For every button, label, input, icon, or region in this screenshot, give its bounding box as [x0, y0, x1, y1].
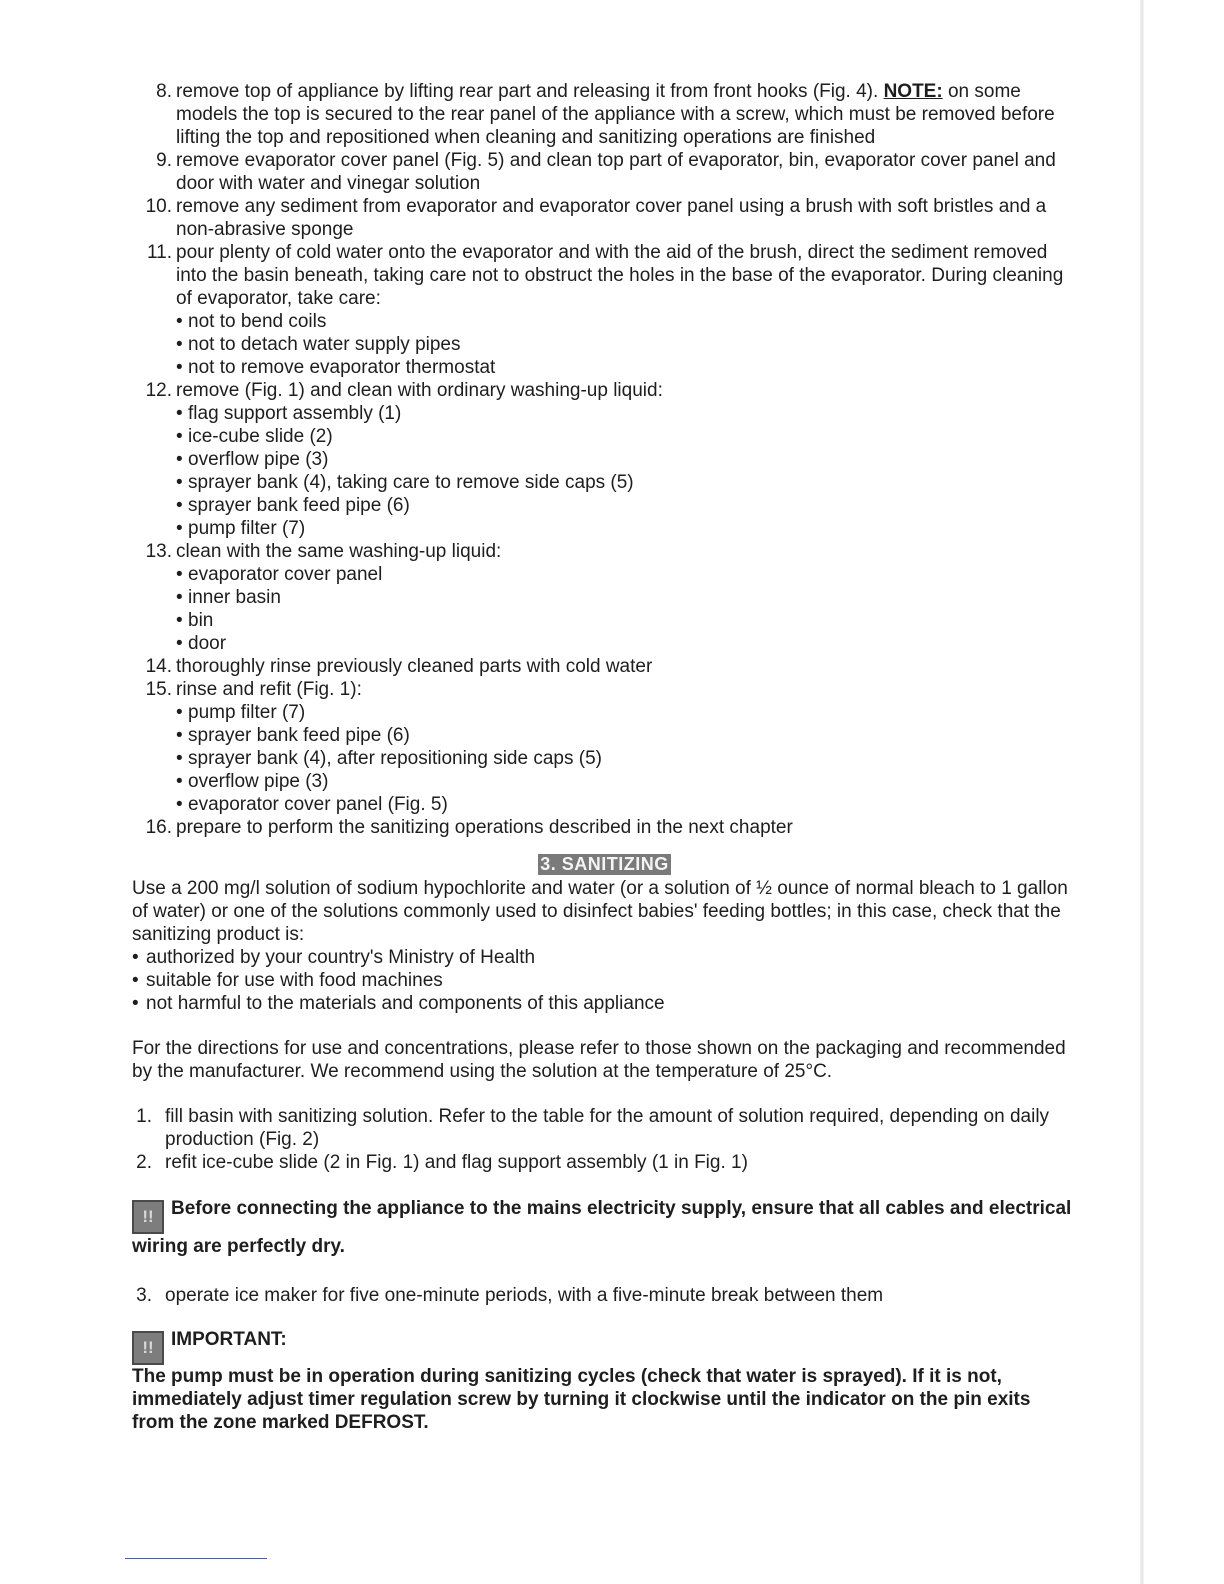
step-text: remove (Fig. 1) and clean with ordinary washing-up liquid: [176, 380, 663, 401]
step-number: 9. [156, 150, 172, 171]
list-item: • door [176, 632, 1077, 655]
step-12-bullets [132, 402, 1077, 540]
section-heading: 3. SANITIZING [540, 854, 669, 874]
step-text: remove evaporator cover panel (Fig. 5) and clean top part of evaporator, bin, evaporator cover panel and door with water and vinegar solution [176, 150, 1056, 194]
step-text: prepare to perform the sanitizing operations described in the next chapter [176, 817, 793, 838]
cleaning-step-8 [132, 80, 1077, 149]
product-requirements-list [132, 946, 1077, 1015]
step-number: 13. [145, 541, 172, 562]
cleaning-step-14 [132, 655, 1077, 678]
document-body [132, 80, 1077, 1434]
warning-text: Before connecting the appliance to the mains electricity supply, ensure that all cables and electrical wiring are perfectly dry. [132, 1198, 1072, 1257]
sanitizing-intro: Use a 200 mg/l solution of sodium hypochlorite and water (or a solution of ½ ounce of normal bleach to 1 gallon of water) or one of the solutions commonly used to disinfect babies' feeding bottles; in this case, check that the sanitizing product is: [132, 878, 1068, 945]
step-number: 10. [145, 196, 172, 217]
step-15-bullets [132, 701, 1077, 816]
list-item: • flag support assembly (1) [176, 402, 1077, 425]
cleaning-step-12 [132, 379, 1077, 402]
step-13-bullets [132, 563, 1077, 655]
sanitizing-step-1 [132, 1105, 1077, 1151]
list-item: • sprayer bank feed pipe (6) [176, 494, 1077, 517]
step-number: 1. [136, 1106, 152, 1127]
list-item: • sprayer bank (4), after repositioning side caps (5) [176, 747, 1077, 770]
step-number: 16. [145, 817, 172, 838]
step-11-bullets [132, 310, 1077, 379]
step-number: 14. [145, 656, 172, 677]
step-number: 3. [136, 1285, 152, 1306]
list-item: • suitable for use with food machines [132, 969, 1077, 992]
list-item: • not to bend coils [176, 310, 1077, 333]
step-number: 8. [156, 81, 172, 102]
cleaning-step-10 [132, 195, 1077, 241]
list-item: • pump filter (7) [176, 701, 1077, 724]
step-text: remove top of appliance by lifting rear part and releasing it from front hooks (Fig. 4). [176, 81, 879, 102]
step-number: 11. [146, 242, 172, 263]
sanitizing-step-2 [132, 1151, 1077, 1174]
list-item: • inner basin [176, 586, 1077, 609]
step-text: operate ice maker for five one-minute periods, with a five-minute break between them [165, 1285, 884, 1306]
step-text: remove any sediment from evaporator and evaporator cover panel using a brush with soft bristles and a non-abrasive sponge [176, 196, 1047, 240]
step-text: clean with the same washing-up liquid: [176, 541, 502, 562]
step-number: 12. [145, 380, 172, 401]
list-item: • evaporator cover panel (Fig. 5) [176, 793, 1077, 816]
cleaning-step-9 [132, 149, 1077, 195]
page-edge-shadow [1140, 0, 1144, 1584]
step-text: rinse and refit (Fig. 1): [176, 679, 362, 700]
cleaning-step-13 [132, 540, 1077, 563]
cleaning-step-11 [132, 241, 1077, 310]
important-label: IMPORTANT: [171, 1329, 287, 1350]
step-number: 15. [145, 679, 172, 700]
section-heading-wrap [132, 853, 1077, 877]
step-text: thoroughly rinse previously cleaned parts with cold water [176, 656, 653, 677]
list-item: • ice-cube slide (2) [176, 425, 1077, 448]
list-item: • sprayer bank feed pipe (6) [176, 724, 1077, 747]
list-item: • sprayer bank (4), taking care to remove side caps (5) [176, 471, 1077, 494]
warning-icon: !! [132, 1200, 164, 1234]
list-item: • bin [176, 609, 1077, 632]
list-item: • pump filter (7) [176, 517, 1077, 540]
cleaning-step-16 [132, 816, 1077, 839]
note-label: NOTE: [883, 81, 943, 102]
footnote-rule [125, 1558, 267, 1559]
step-text: refit ice-cube slide (2 in Fig. 1) and flag support assembly (1 in Fig. 1) [165, 1152, 748, 1173]
list-item: • not to remove evaporator thermostat [176, 356, 1077, 379]
sanitizing-step-3 [132, 1284, 1077, 1307]
important-text: The pump must be in operation during sanitizing cycles (check that water is sprayed). If it is not, immediately adjust timer regulation screw by turning it clockwise until the indicator on the pin exits from the zone marked DEFROST. [132, 1366, 1031, 1433]
electrical-warning [132, 1196, 1077, 1260]
step-text: fill basin with sanitizing solution. Refer to the table for the amount of solution required, depending on daily production (Fig. 2) [165, 1106, 1050, 1150]
important-notice [132, 1325, 1077, 1434]
list-item: • not harmful to the materials and components of this appliance [132, 992, 1077, 1015]
note-text: on some models the top is secured to the rear panel of the appliance with a screw, which must be removed before lifting the top and repositioned when cleaning and sanitizing operations are finished [176, 81, 1055, 148]
cleaning-step-15 [132, 678, 1077, 701]
list-item: • evaporator cover panel [176, 563, 1077, 586]
list-item: • not to detach water supply pipes [176, 333, 1077, 356]
list-item: • overflow pipe (3) [176, 448, 1077, 471]
step-text: pour plenty of cold water onto the evaporator and with the aid of the brush, direct the sediment removed into the basin beneath, taking care not to obstruct the holes in the base of the evaporator. During cleaning of evaporator, take care: [176, 242, 1064, 309]
list-item: • overflow pipe (3) [176, 770, 1077, 793]
list-item: • authorized by your country's Ministry of Health [132, 946, 1077, 969]
directions-paragraph: For the directions for use and concentrations, please refer to those shown on the packaging and recommended by the manufacturer. We recommend using the solution at the temperature of 25°C. [132, 1038, 1066, 1082]
warning-icon: !! [132, 1331, 164, 1365]
step-number: 2. [136, 1152, 152, 1173]
